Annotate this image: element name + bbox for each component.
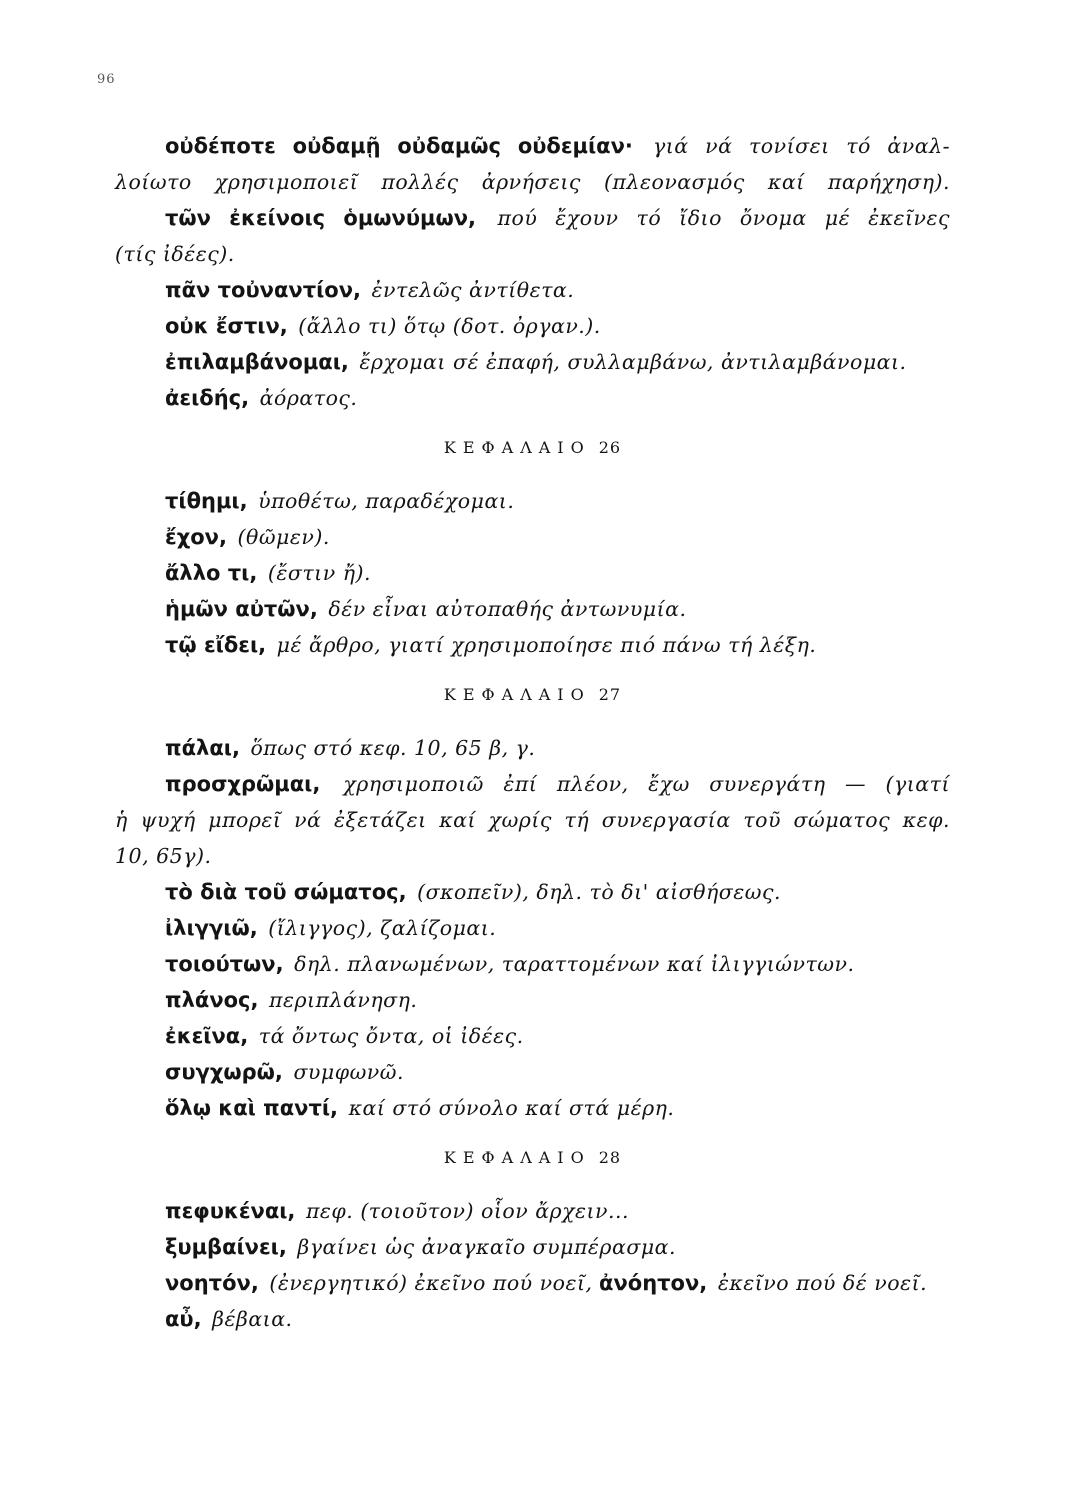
entry-term: προσχρῶμαι, — [165, 772, 321, 796]
entry-gloss: γιά νά τονίσει τό ἀναλ- — [652, 134, 950, 158]
entry-gloss: (θῶμεν). — [237, 525, 330, 549]
glossary-entry — [115, 766, 950, 802]
entry-continuation: λοίωτο χρησιμοποιεῖ πολλές ἀρνήσεις (πλεονασμός καί παρήχηση). — [115, 170, 950, 194]
chapter-number: 26 — [598, 438, 622, 457]
glossary-entry — [115, 555, 950, 591]
entry-gloss: ἔρχομαι σέ ἐπαφή, συλλαμβάνω, ἀντιλαμβάνομαι. — [359, 350, 907, 374]
entry-term: οὐδέποτε οὐδαμῇ οὐδαμῶς οὐδεμίαν· — [165, 134, 633, 158]
entry-continuation: (τίς ἰδέες). — [115, 242, 235, 266]
entry-term: ὅλῳ καὶ παντί, — [165, 1096, 339, 1120]
chapter-heading: ΚΕΦΑΛΑΙΟ 26 — [443, 438, 622, 457]
glossary-page — [115, 128, 950, 1337]
entry-continuation: 10, 65γ). — [115, 844, 212, 868]
glossary-entry — [115, 627, 950, 663]
glossary-entry — [115, 591, 950, 627]
entry-gloss: ὑποθέτω, παραδέχομαι. — [258, 489, 515, 513]
chapter-heading: ΚΕΦΑΛΑΙΟ 27 — [443, 685, 622, 704]
entry-term: νοητόν, — [165, 1271, 259, 1295]
glossary-entry — [115, 1301, 950, 1337]
glossary-entry — [115, 380, 950, 416]
glossary-entry — [115, 910, 950, 946]
entry-gloss: (ἴλιγγος), ζαλίζομαι. — [268, 916, 497, 940]
entry-gloss: τά ὄντως ὄντα, οἱ ἰδέες. — [258, 1024, 524, 1048]
glossary-entry — [115, 1054, 950, 1090]
glossary-entry — [115, 874, 950, 910]
glossary-entry — [115, 1018, 950, 1054]
chapter-number: 27 — [598, 685, 622, 704]
entry-gloss: πεφ. (τοιοῦτον) οἷον ἄρχειν... — [305, 1199, 630, 1223]
entry-term: ἄλλο τι, — [165, 561, 258, 585]
page-number: 96 — [97, 72, 116, 87]
entry-term: οὐκ ἔστιν, — [165, 314, 288, 338]
entry-gloss: ὅπως στό κεφ. 10, 65 β, γ. — [250, 736, 536, 760]
entry-term: τοιούτων, — [165, 952, 284, 976]
glossary-entry — [115, 730, 950, 766]
entry-gloss: πού ἔχουν τό ἴδιο ὄνομα μέ ἐκεῖνες — [497, 206, 950, 230]
entry-gloss-secondary: ἐκεῖνο πού δέ νοεῖ. — [717, 1271, 928, 1295]
chapter-number: 28 — [598, 1148, 622, 1167]
entry-gloss: βγαίνει ὡς ἀναγκαῖο συμπέρασμα. — [297, 1235, 676, 1259]
entry-term: τῶν ἐκείνοις ὁμωνύμων, — [165, 206, 476, 230]
glossary-entry — [115, 946, 950, 982]
entry-continuation: ἡ ψυχή μπορεῖ νά ἐξετάζει καί χωρίς τή συνεργασία τοῦ σώματος κεφ. — [115, 808, 950, 832]
entry-term: ἰλιγγιῶ, — [165, 916, 258, 940]
entry-term: αὖ, — [165, 1307, 202, 1331]
glossary-entry — [115, 200, 950, 236]
glossary-entry — [115, 519, 950, 555]
chapter-heading: ΚΕΦΑΛΑΙΟ 28 — [443, 1148, 622, 1167]
entry-gloss: (ἔστιν ἤ). — [267, 561, 371, 585]
entry-gloss: ἐντελῶς ἀντίθετα. — [371, 278, 575, 302]
entry-gloss: χρησιμοποιῶ ἐπί πλέον, ἔχω συνεργάτη — (γιατί — [343, 772, 950, 796]
entry-gloss: (σκοπεῖν), δηλ. τὸ δι' αἰσθήσεως. — [417, 880, 781, 904]
glossary-entry — [115, 982, 950, 1018]
entry-gloss: (ἐνεργητικό) ἐκεῖνο πού νοεῖ, — [269, 1271, 593, 1295]
entry-term-secondary: ἀνόητον, — [599, 1271, 708, 1295]
entry-term: ἐπιλαμβάνομαι, — [165, 350, 349, 374]
entry-gloss: ἀόρατος. — [259, 386, 358, 410]
entry-term: ἡμῶν αὐτῶν, — [165, 597, 318, 621]
entry-gloss: περιπλάνηση. — [269, 988, 418, 1012]
entry-term: ἐκεῖνα, — [165, 1024, 249, 1048]
entry-gloss: (ἄλλο τι) ὅτῳ (δοτ. ὀργαν.). — [298, 314, 601, 338]
entry-term: ἀειδής, — [165, 386, 250, 410]
entry-term: ἔχον, — [165, 525, 227, 549]
glossary-entry — [115, 1229, 950, 1265]
entry-term: συγχωρῶ, — [165, 1060, 283, 1084]
entry-term: πλάνος, — [165, 988, 259, 1012]
glossary-entry — [115, 128, 950, 164]
glossary-entry — [115, 344, 950, 380]
entry-gloss: συμφωνῶ. — [293, 1060, 404, 1084]
entry-gloss: δέν εἶναι αὐτοπαθής ἀντωνυμία. — [328, 597, 687, 621]
entry-term: πεφυκέναι, — [165, 1199, 296, 1223]
glossary-entry — [115, 1193, 950, 1229]
glossary-entry — [115, 483, 950, 519]
entry-gloss: καί στό σύνολο καί στά μέρη. — [348, 1096, 675, 1120]
entry-gloss: βέβαια. — [212, 1307, 293, 1331]
glossary-entry — [115, 1265, 950, 1301]
entry-gloss: δηλ. πλανωμένων, ταραττομένων καί ἰλιγγιώντων. — [294, 952, 855, 976]
glossary-entry — [115, 1090, 950, 1126]
entry-term: πᾶν τοὐναντίον, — [165, 278, 361, 302]
entry-term: ξυμβαίνει, — [165, 1235, 287, 1259]
entry-term: τὸ διὰ τοῦ σώματος, — [165, 880, 407, 904]
entry-gloss: μέ ἄρθρο, γιατί χρησιμοποίησε πιό πάνω τή λέξη. — [276, 633, 817, 657]
entry-term: πάλαι, — [165, 736, 240, 760]
entry-term: τίθημι, — [165, 489, 248, 513]
glossary-entry — [115, 272, 950, 308]
glossary-entry — [115, 308, 950, 344]
entry-term: τῷ εἴδει, — [165, 633, 267, 657]
